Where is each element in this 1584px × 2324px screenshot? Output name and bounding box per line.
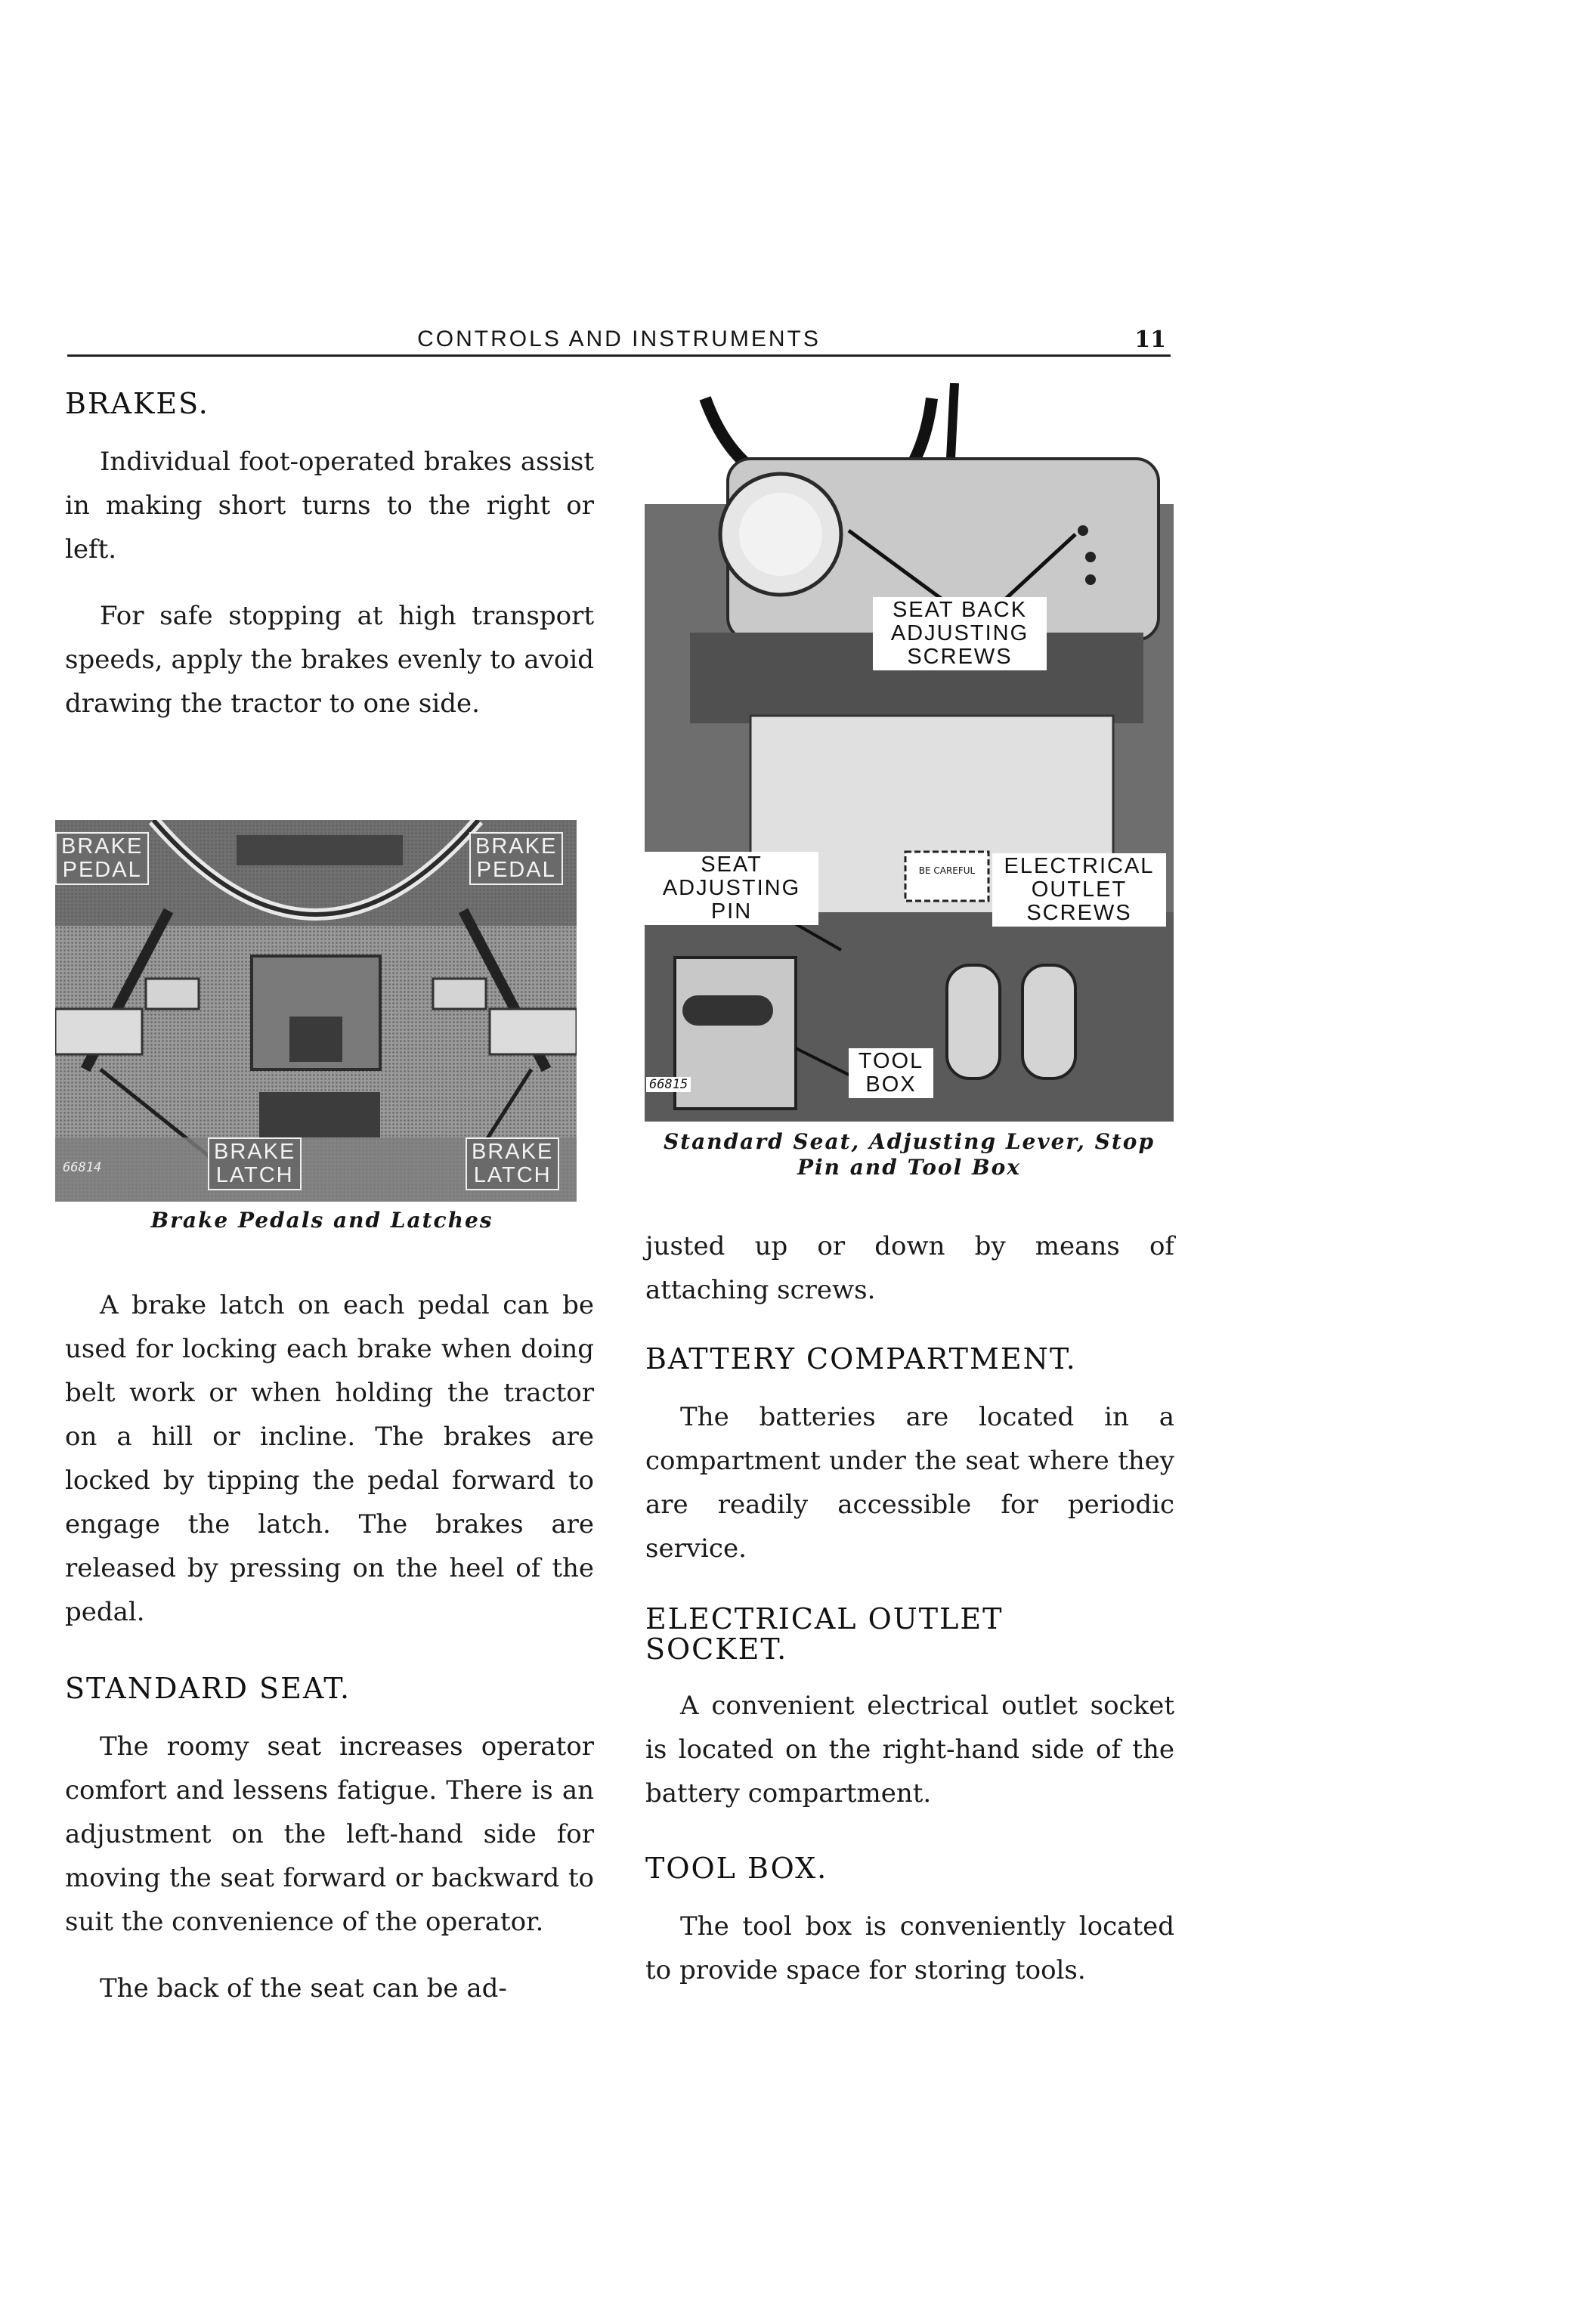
brake-latch-left-label: BRAKE LATCH (208, 1137, 302, 1190)
tool-box-paragraph: The tool box is conveniently located to provide space for storing tools. (645, 1911, 1174, 1985)
battery-paragraph: The batteries are located in a compartment under the seat where they are readily accessible for periodic service. (645, 1402, 1174, 1564)
running-title: CONTROLS AND INSTRUMENTS (417, 326, 821, 351)
tool-box-heading: TOOL BOX. (645, 1852, 828, 1885)
standard-seat-paragraph-1: The roomy seat increases operator comfort and lessens fatigue. There is an adjustment on the left-hand side for moving the seat forward or backward to suit the convenience of the operator. (65, 1731, 594, 1937)
page-number: 11 (1134, 326, 1166, 353)
brake-pedals-photo (55, 820, 577, 1202)
brakes-paragraph-1: Individual foot-operated brakes assist in making short turns to the right or left. (65, 447, 594, 565)
running-header (67, 326, 1171, 357)
right-column-lower (645, 1224, 1174, 1992)
brake-figure-caption: Brake Pedals and Latches (150, 1208, 493, 1233)
battery-heading: BATTERY COMPARTMENT. (645, 1342, 1077, 1376)
seat-back-screws-label: SEAT BACK ADJUSTING SCREWS (873, 597, 1047, 670)
brake-pedal-left-label: BRAKE PEDAL (55, 832, 149, 885)
standard-seat-paragraph-2: The back of the seat can be ad- (100, 1973, 507, 2004)
brake-pedal-right-label: BRAKE PEDAL (469, 832, 563, 885)
tool-box-label: TOOL BOX (849, 1048, 933, 1098)
seat-figure-caption: Standard Seat, Adjusting Lever, Stop Pin and Tool Box (663, 1129, 1156, 1180)
electrical-outlet-heading: ELECTRICAL OUTLET SOCKET. (645, 1602, 1004, 1666)
brakes-paragraph-2: For safe stopping at high transport speeds, apply the brakes evenly to avoid drawing the tractor to one side. (65, 601, 594, 719)
brake-photo-number: 66814 (63, 1160, 102, 1175)
standard-seat-heading: STANDARD SEAT. (65, 1672, 351, 1705)
brakes-heading: BRAKES. (65, 387, 209, 420)
standard-seat-photo (645, 383, 1174, 1122)
standard-seat-illustration (645, 383, 1174, 1122)
electrical-outlet-paragraph: A convenient electrical outlet socket is located on the right-hand side of the battery compartment. (645, 1691, 1174, 1809)
brake-latch-paragraph: A brake latch on each pedal can be used for locking each brake when doing belt work or when holding the tractor on a hill or incline. The brakes are locked by tipping the pedal forward to engage the latch. The brakes are released by pressing on the heel of the pedal. (65, 1290, 594, 1627)
brake-latch-right-label: BRAKE LATCH (466, 1137, 559, 1190)
left-column-lower (65, 1283, 594, 2010)
electrical-outlet-screws-label: ELECTRICAL OUTLET SCREWS (992, 853, 1166, 927)
seat-photo-number: 66815 (646, 1077, 691, 1092)
be-careful-plate: BE CAREFUL (918, 865, 976, 876)
left-column (65, 378, 594, 726)
seat-adjusting-pin-label: SEAT ADJUSTING PIN (645, 852, 818, 925)
seat-continued-paragraph: justed up or down by means of attaching screws. (645, 1231, 1174, 1305)
